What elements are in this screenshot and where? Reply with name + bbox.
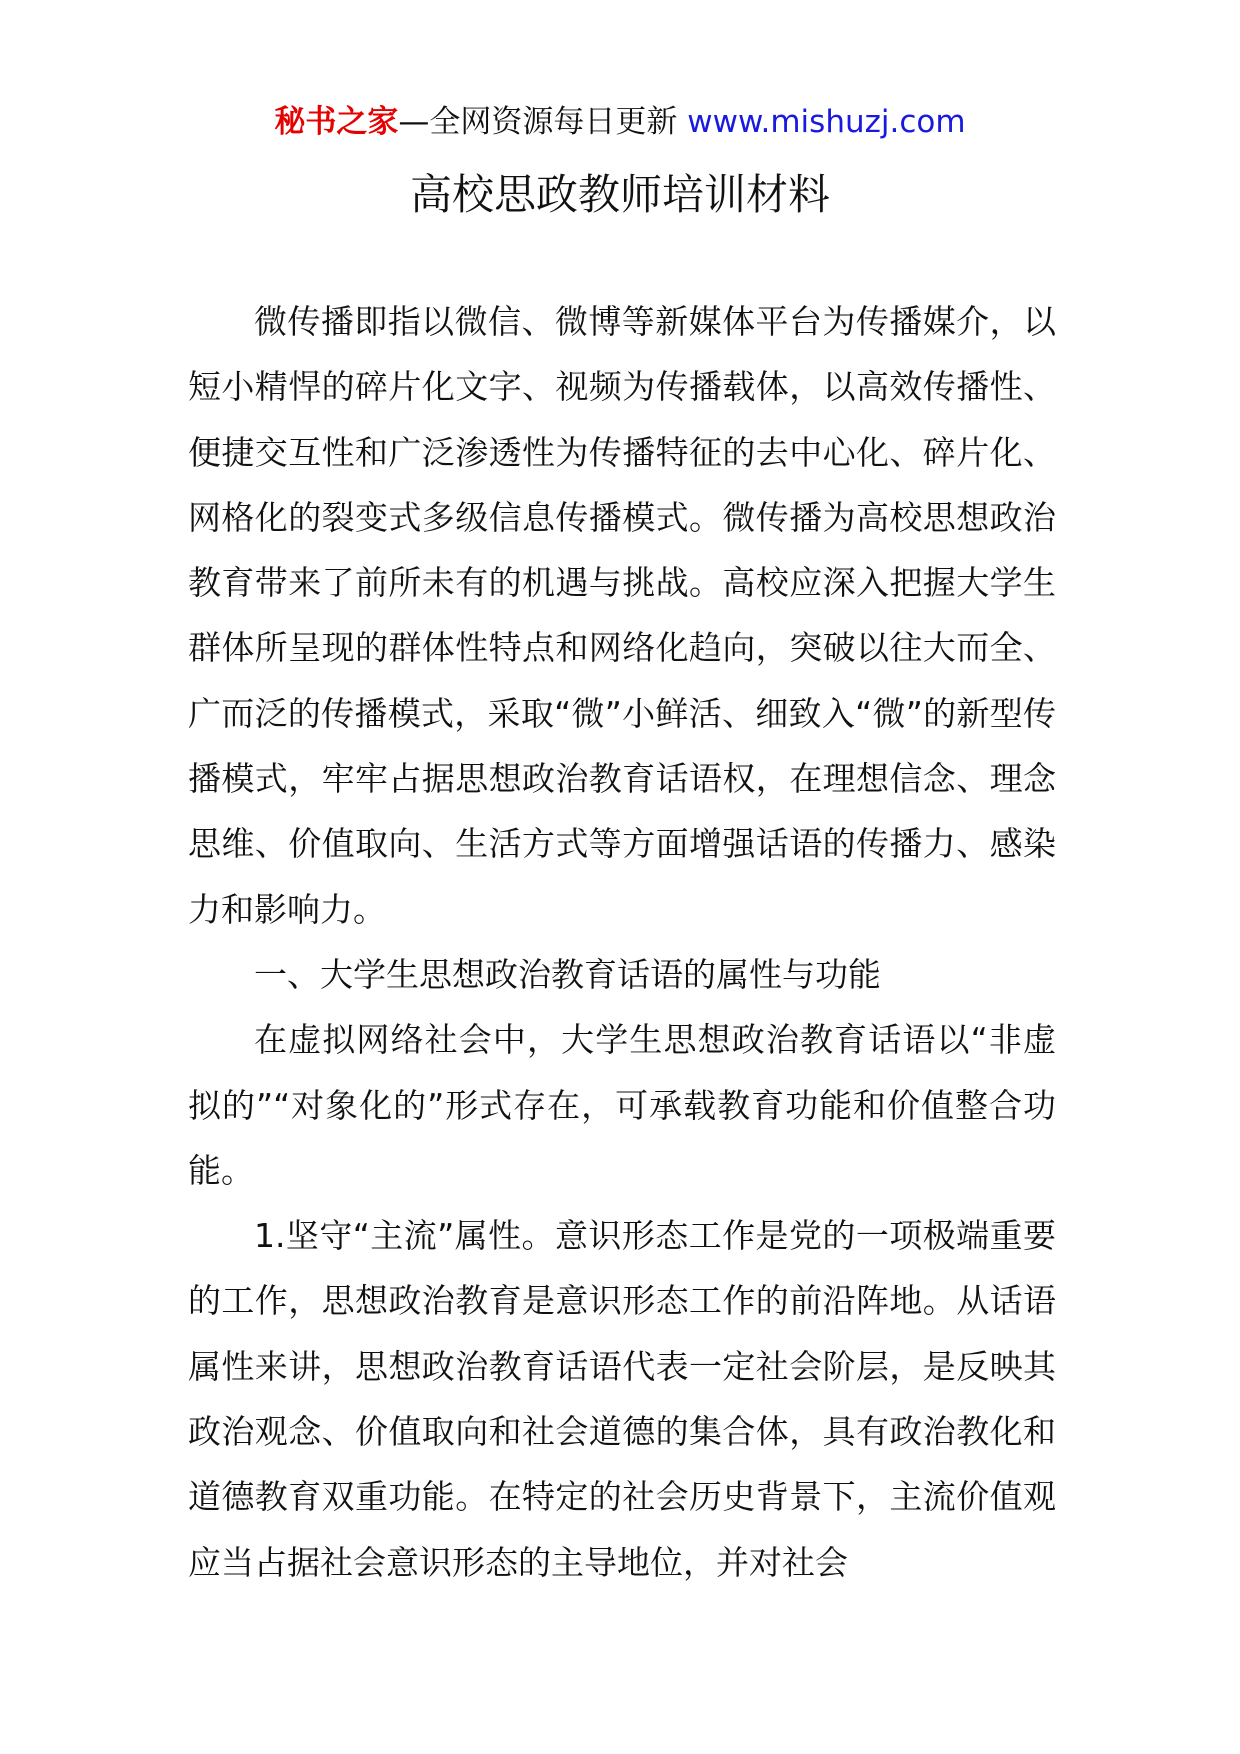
section-heading: 一、大学生思想政治教育话语的属性与功能: [254, 954, 881, 994]
site-brand: 秘书之家: [274, 104, 399, 140]
site-tagline: —全网资源每日更新: [398, 104, 678, 140]
site-header: [0, 100, 1240, 144]
paragraph-intro: 微传播即指以微信、微博等新媒体平台为传播媒介，以短小精悍的碎片化文字、视频为传播载体，以高效传播性、便捷交互性和广泛渗透性为传播特征的去中心化、碎片化、网格化的裂变式多级信息传播模式。微传播为高校思想政治教育带来了前所未有的机遇与挑战。高校应深入把握大学生群体所呈现的群体性特点和网络化趋向，突破以往大而全、广而泛的传播模式，采取“微”小鲜活、细致入“微”的新型传播模式，牢牢占据思想政治教育话语权，在理想信念、理念思维、价值取向、生活方式等方面增强话语的传播力、感染力和影响力。: [188, 302, 1056, 929]
paragraph-section-intro: 在虚拟网络社会中，大学生思想政治教育话语以“非虚拟的”“对象化的”形式存在，可承载教育功能和价值整合功能。: [188, 1020, 1056, 1190]
paragraph-point-1: 1.坚守“主流”属性。意识形态工作是党的一项极端重要的工作，思想政治教育是意识形态工作的前沿阵地。从话语属性来讲，思想政治教育话语代表一定社会阶层，是反映其政治观念、价值取向和社会道德的集合体，具有政治教化和道德教育双重功能。在特定的社会历史背景下，主流价值观应当占据社会意识形态的主导地位，并对社会: [188, 1216, 1056, 1582]
document-title: 高校思政教师培训材料: [409, 170, 830, 219]
site-url-link[interactable]: www.mishuzj.com: [687, 104, 966, 140]
document-body: [188, 289, 1056, 1595]
